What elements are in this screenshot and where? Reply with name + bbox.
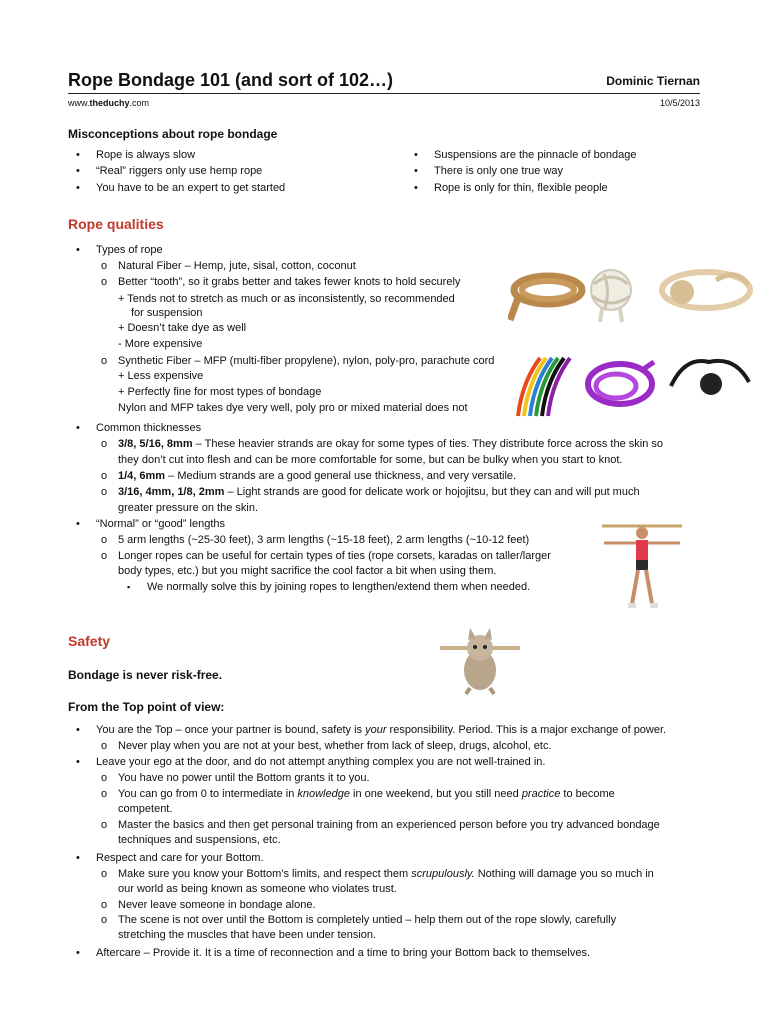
list-item: Nylon and MFP takes dye very well, poly pro or mixed material does not xyxy=(118,402,468,414)
safety-heading: Safety xyxy=(68,633,111,649)
list-item: ▪ We normally solve this by joining ropes to lengthen/extend them when needed. xyxy=(147,580,530,594)
black-rope-image xyxy=(665,352,755,412)
list-item: stretching the muscles that have been under tension. xyxy=(118,929,377,941)
knotted-rope-image xyxy=(584,262,638,324)
list-item: greater pressure on the skin. xyxy=(118,502,259,514)
risk-free-statement: Bondage is never risk-free. xyxy=(68,668,223,682)
list-item: o You can go from 0 to intermediate in knowledge in one weekend, but you still need practice to become xyxy=(118,787,615,801)
list-item: • There is only one true way xyxy=(434,164,563,178)
rope-qualities-heading: Rope qualities xyxy=(68,216,164,232)
list-item: competent. xyxy=(118,803,173,815)
list-item: o Longer ropes can be useful for certain types of ties (rope corsets, karadas on taller/larger xyxy=(118,549,551,563)
kitten-hanging-image xyxy=(440,624,520,696)
list-item: • You have to be an expert to get started xyxy=(96,181,285,195)
list-item: o 5 arm lengths (~25-30 feet), 3 arm lengths (~15-18 feet), 2 arm lengths (~10-12 feet) xyxy=(118,533,529,547)
list-item: • Aftercare – Provide it. It is a time of reconnection and a time to bring your Bottom back to themselves. xyxy=(96,946,590,960)
header-rule xyxy=(68,93,700,94)
list-item: • Types of rope xyxy=(96,243,163,257)
page-title: Rope Bondage 101 (and sort of 102…) xyxy=(68,70,394,90)
list-item: • Rope is always slow xyxy=(96,148,195,162)
purple-rope-image xyxy=(582,356,658,412)
misconceptions-heading: Misconceptions about rope bondage xyxy=(68,127,278,141)
list-item: o 3/16, 4mm, 1/8, 2mm – Light strands are good for delicate work or hojojitsu, but they can and will put much xyxy=(118,485,640,499)
list-item: o Natural Fiber – Hemp, jute, sisal, cotton, coconut xyxy=(118,259,356,273)
list-item: o You have no power until the Bottom grants it to you. xyxy=(118,771,370,785)
list-item: - More expensive xyxy=(118,338,203,350)
author-name: Dominic Tiernan xyxy=(606,74,700,88)
website-link[interactable]: www.theduchy.com xyxy=(68,98,150,108)
colored-ropes-image xyxy=(510,352,576,418)
top-pov-heading: From the Top point of view: xyxy=(68,700,225,714)
list-item: our world as being known as someone who violates trust. xyxy=(118,883,397,895)
list-item: o Never play when you are not at your best, whether from lack of sleep, drugs, alcohol, etc. xyxy=(118,739,552,753)
cotton-rope-loop-image xyxy=(654,262,754,317)
list-item: o Better “tooth”, so it grabs better and takes fewer knots to hold securely xyxy=(118,275,460,289)
list-item: techniques and suspensions, etc. xyxy=(118,834,281,846)
hemp-rope-coil-image xyxy=(508,268,588,323)
list-item: they don’t cut into flesh and can be more comfortable for some, but can be bulky when you start to knot. xyxy=(118,454,623,466)
list-item: o Synthetic Fiber – MFP (multi-fiber propylene), nylon, poly-pro, parachute cord xyxy=(118,354,494,368)
list-item: + Doesn’t take dye as well xyxy=(118,322,247,334)
list-item: • Common thicknesses xyxy=(96,421,201,435)
list-item: o 1/4, 6mm – Medium strands are a good general use thickness, and very versatile. xyxy=(118,469,516,483)
list-item: o Never leave someone in bondage alone. xyxy=(118,898,316,912)
list-item: + Less expensive xyxy=(118,370,204,382)
list-item: + Tends not to stretch as much or as inconsistently, so recommended xyxy=(118,293,455,305)
arm-length-figure-image xyxy=(600,516,684,612)
list-item: • Rope is only for thin, flexible people xyxy=(434,181,608,195)
list-item: • Suspensions are the pinnacle of bondage xyxy=(434,148,636,162)
list-item: o Master the basics and then get personal training from an experienced person before you try advanced bondage xyxy=(118,818,660,832)
list-item: • Respect and care for your Bottom. xyxy=(96,851,264,865)
list-item: • You are the Top – once your partner is bound, safety is your responsibility. Period. This is a major exchange of power. xyxy=(96,723,666,737)
list-item: o 3/8, 5/16, 8mm – These heavier strands are okay for some types of ties. They distribute force across the skin so xyxy=(118,437,663,451)
list-item: for suspension xyxy=(131,307,203,319)
list-item: body types, etc.) but you might sacrifice the cool factor a bit when using them. xyxy=(118,565,497,577)
list-item: • “Normal” or “good” lengths xyxy=(96,517,225,531)
list-item: o The scene is not over until the Bottom is completely untied – help them out of the rope slowly, carefully xyxy=(118,913,616,927)
document-date: 10/5/2013 xyxy=(659,98,700,108)
list-item: o Make sure you know your Bottom’s limits, and respect them scrupulously. Nothing will damage you so much in xyxy=(118,867,654,881)
list-item: • “Real” riggers only use hemp rope xyxy=(96,164,262,178)
list-item: + Perfectly fine for most types of bondage xyxy=(118,386,322,398)
list-item: • Leave your ego at the door, and do not attempt anything complex you are not well-trained in. xyxy=(96,755,545,769)
